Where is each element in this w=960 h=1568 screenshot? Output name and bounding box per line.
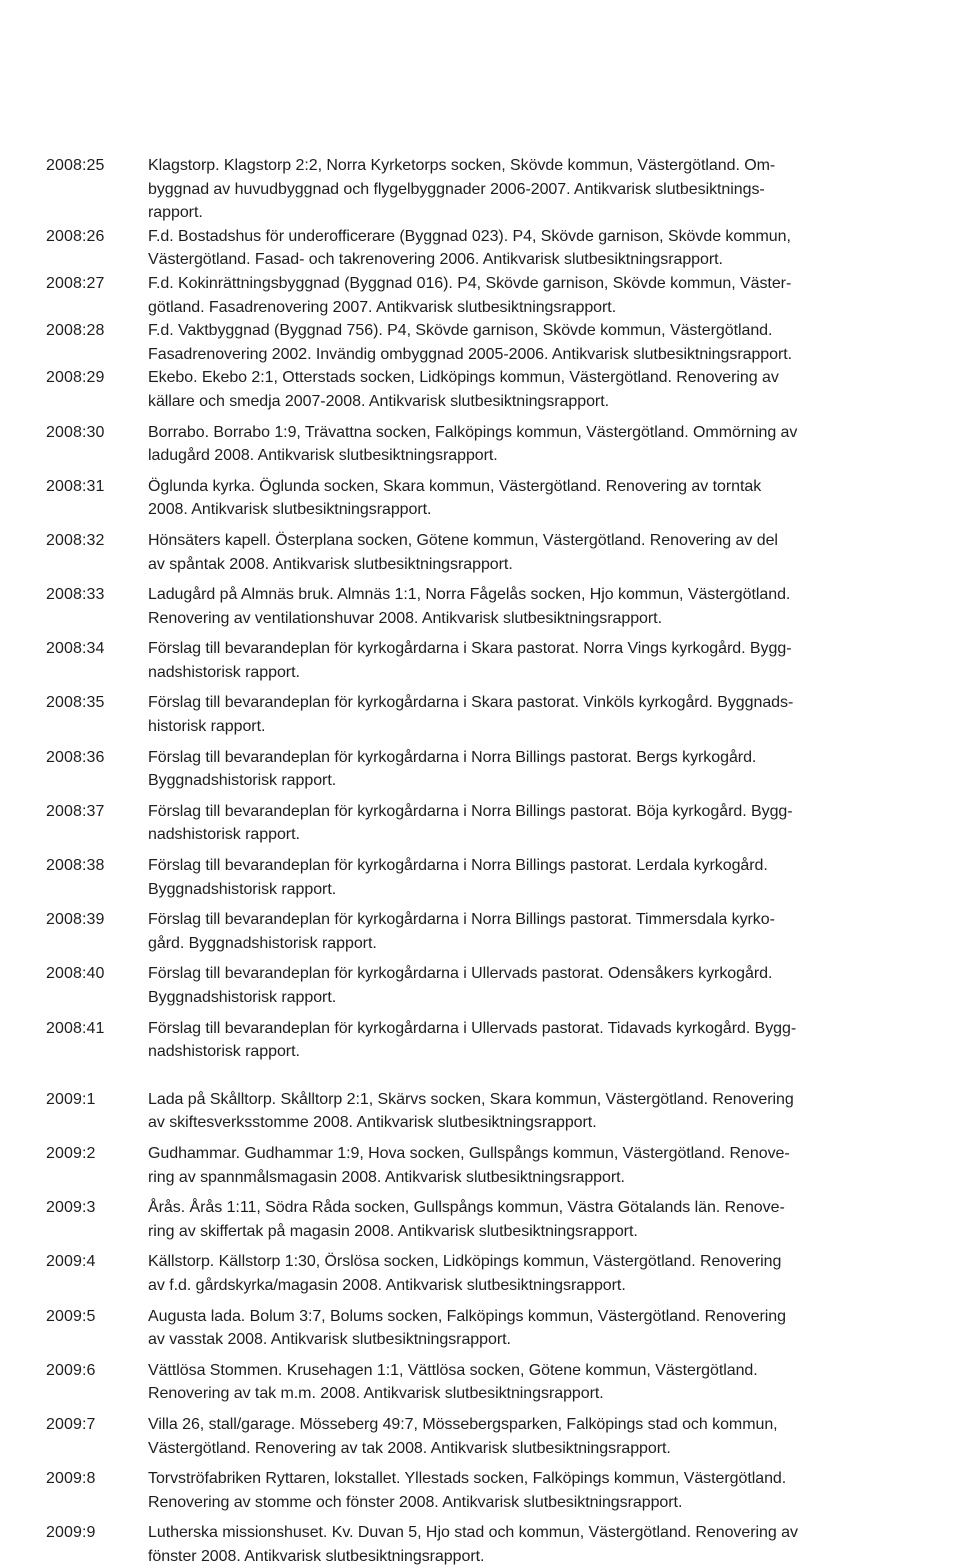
report-description-line: Västergötland. Renovering av tak 2008. Antikvarisk slutbesiktningsrapport. <box>148 1439 671 1457</box>
report-entry <box>46 1359 836 1406</box>
report-description-line: Förslag till bevarandeplan för kyrkogårdarna i Norra Billings pastorat. Böja kyrkogård. Bygg- <box>148 802 793 820</box>
report-description-line: Källstorp. Källstorp 1:30, Örslösa socken, Lidköpings kommun, Västergötland. Renovering <box>148 1253 782 1271</box>
report-description-line: Gudhammar. Gudhammar 1:9, Hova socken, Gullspångs kommun, Västergötland. Renove- <box>148 1144 790 1162</box>
report-number: 2009:8 <box>46 1470 96 1488</box>
report-number: 2008:39 <box>46 911 105 929</box>
report-description <box>148 319 836 366</box>
report-description-line: götland. Fasadrenovering 2007. Antikvarisk slutbesiktningsrapport. <box>148 298 617 316</box>
report-description <box>148 1142 836 1189</box>
report-description-line: Öglunda kyrka. Öglunda socken, Skara kommun, Västergötland. Renovering av torntak <box>148 477 762 495</box>
report-description-line: Ladugård på Almnäs bruk. Almnäs 1:1, Norra Fågelås socken, Hjo kommun, Västergötland. <box>148 586 791 604</box>
report-description <box>148 366 836 413</box>
report-description <box>148 225 836 272</box>
report-description <box>148 1250 836 1297</box>
report-number: 2008:34 <box>46 640 105 658</box>
report-entry <box>46 691 836 738</box>
report-description <box>148 1305 836 1352</box>
report-entry <box>46 1521 836 1568</box>
report-description-line: Västergötland. Fasad- och takrenovering 2006. Antikvarisk slutbesiktningsrapport. <box>148 251 723 269</box>
report-description <box>148 1359 836 1406</box>
report-description-line: Lada på Skålltorp. Skålltorp 2:1, Skärvs socken, Skara kommun, Västergötland. Renovering <box>148 1090 794 1108</box>
report-number: 2008:27 <box>46 274 105 292</box>
report-description-line: nadshistorisk rapport. <box>148 826 300 844</box>
report-description <box>148 691 836 738</box>
report-description <box>148 854 836 901</box>
report-number: 2008:28 <box>46 322 105 340</box>
report-description-line: av vasstak 2008. Antikvarisk slutbesiktningsrapport. <box>148 1331 511 1349</box>
report-number: 2008:31 <box>46 477 105 495</box>
report-number: 2008:38 <box>46 857 105 875</box>
report-entry <box>46 962 836 1009</box>
report-entry <box>46 366 836 413</box>
report-description-line: gård. Byggnadshistorisk rapport. <box>148 934 377 952</box>
report-description-line: Villa 26, stall/garage. Mösseberg 49:7, Mössebergsparken, Falköpings stad och kommun, <box>148 1415 778 1433</box>
report-entry <box>46 1305 836 1352</box>
report-entry <box>46 1142 836 1189</box>
report-number: 2008:29 <box>46 369 105 387</box>
report-number: 2009:4 <box>46 1253 96 1271</box>
report-entry <box>46 1250 836 1297</box>
report-number: 2009:3 <box>46 1199 96 1217</box>
report-description-line: Förslag till bevarandeplan för kyrkogårdarna i Ullervads pastorat. Tidavads kyrkogård. Bygg- <box>148 1019 797 1037</box>
report-description <box>148 1413 836 1460</box>
report-entry <box>46 1467 836 1514</box>
report-description <box>148 746 836 793</box>
report-number: 2008:40 <box>46 965 105 983</box>
report-description-line: Förslag till bevarandeplan för kyrkogårdarna i Norra Billings pastorat. Bergs kyrkogård. <box>148 748 757 766</box>
report-number: 2009:5 <box>46 1307 96 1325</box>
report-number: 2008:35 <box>46 694 105 712</box>
report-number: 2009:1 <box>46 1090 96 1108</box>
report-description <box>148 637 836 684</box>
report-number: 2009:9 <box>46 1524 96 1542</box>
report-description-line: Torvströfabriken Ryttaren, lokstallet. Yllestads socken, Falköpings kommun, Västergötland. <box>148 1470 787 1488</box>
report-description-line: historisk rapport. <box>148 718 266 736</box>
report-description-line: ring av skiffertak på magasin 2008. Antikvarisk slutbesiktningsrapport. <box>148 1222 638 1240</box>
report-entry <box>46 154 836 225</box>
report-entry <box>46 800 836 847</box>
report-description <box>148 1088 836 1135</box>
report-number: 2008:36 <box>46 748 105 766</box>
report-description-line: rapport. <box>148 204 203 222</box>
report-description-line: Hönsäters kapell. Österplana socken, Götene kommun, Västergötland. Renovering av del <box>148 531 778 549</box>
report-description-line: källare och smedja 2007-2008. Antikvarisk slutbesiktningsrapport. <box>148 392 610 410</box>
report-entry <box>46 529 836 576</box>
report-entry <box>46 854 836 901</box>
report-description <box>148 583 836 630</box>
report-description <box>148 908 836 955</box>
report-description <box>148 154 836 225</box>
report-description-line: fönster 2008. Antikvarisk slutbesiktningsrapport. <box>148 1547 485 1565</box>
report-number: 2008:41 <box>46 1019 105 1037</box>
report-entry <box>46 1413 836 1460</box>
report-description-line: F.d. Bostadshus för underofficerare (Byggnad 023). P4, Skövde garnison, Skövde kommun, <box>148 227 791 245</box>
report-description-line: Ekebo. Ekebo 2:1, Otterstads socken, Lidköpings kommun, Västergötland. Renovering av <box>148 369 779 387</box>
report-description-line: Byggnadshistorisk rapport. <box>148 772 337 790</box>
report-number: 2008:32 <box>46 531 105 549</box>
report-description <box>148 1467 836 1514</box>
report-description-line: Årås. Årås 1:11, Södra Råda socken, Gullspångs kommun, Västra Götalands län. Renove- <box>148 1199 785 1217</box>
report-number: 2009:2 <box>46 1144 96 1162</box>
report-number: 2008:30 <box>46 423 105 441</box>
report-description <box>148 1196 836 1243</box>
report-entry <box>46 319 836 366</box>
report-description-line: Klagstorp. Klagstorp 2:2, Norra Kyrketorps socken, Skövde kommun, Västergötland. Om- <box>148 157 776 174</box>
report-description-line: av f.d. gårdskyrka/magasin 2008. Antikvarisk slutbesiktningsrapport. <box>148 1276 626 1294</box>
report-description <box>148 962 836 1009</box>
report-description-line: ring av spannmålsmagasin 2008. Antikvarisk slutbesiktningsrapport. <box>148 1168 625 1186</box>
report-description-line: Förslag till bevarandeplan för kyrkogårdarna i Norra Billings pastorat. Lerdala kyrkogård. <box>148 857 768 875</box>
report-description-line: Förslag till bevarandeplan för kyrkogårdarna i Norra Billings pastorat. Timmersdala kyrko- <box>148 911 775 929</box>
report-entry <box>46 637 836 684</box>
report-number: 2008:37 <box>46 802 105 820</box>
report-description <box>148 272 836 319</box>
report-entry <box>46 908 836 955</box>
report-description-line: Renovering av tak m.m. 2008. Antikvarisk slutbesiktningsrapport. <box>148 1385 604 1403</box>
report-description-line: F.d. Vaktbyggnad (Byggnad 756). P4, Skövde garnison, Skövde kommun, Västergötland. <box>148 322 773 340</box>
report-description-line: Förslag till bevarandeplan för kyrkogårdarna i Skara pastorat. Vinköls kyrkogård. Byggnads- <box>148 694 794 712</box>
report-number: 2008:33 <box>46 586 105 604</box>
report-entry <box>46 583 836 630</box>
report-description-line: Byggnadshistorisk rapport. <box>148 989 337 1006</box>
report-description <box>148 529 836 576</box>
report-description-line: Augusta lada. Bolum 3:7, Bolums socken, Falköpings kommun, Västergötland. Renovering <box>148 1307 786 1325</box>
report-description <box>148 800 836 847</box>
report-description-line: av skiftesverksstomme 2008. Antikvarisk slutbesiktningsrapport. <box>148 1114 597 1132</box>
report-entry <box>46 746 836 793</box>
report-number: 2009:7 <box>46 1415 96 1433</box>
report-description-line: Förslag till bevarandeplan för kyrkogårdarna i Ullervads pastorat. Odensåkers kyrkogård. <box>148 965 773 983</box>
report-description <box>148 1521 836 1568</box>
report-description-line: av spåntak 2008. Antikvarisk slutbesiktningsrapport. <box>148 555 513 573</box>
report-description-line: Byggnadshistorisk rapport. <box>148 880 337 898</box>
report-entry <box>46 421 836 468</box>
report-description-line: Vättlösa Stommen. Krusehagen 1:1, Vättlösa socken, Götene kommun, Västergötland. <box>148 1361 758 1379</box>
report-entry <box>46 475 836 522</box>
report-number: 2008:26 <box>46 227 105 245</box>
report-description <box>148 421 836 468</box>
report-entry <box>46 272 836 319</box>
report-number: 2009:6 <box>46 1361 96 1379</box>
report-description-line: Renovering av ventilationshuvar 2008. Antikvarisk slutbesiktningsrapport. <box>148 609 662 627</box>
report-description-line: Renovering av stomme och fönster 2008. Antikvarisk slutbesiktningsrapport. <box>148 1493 683 1511</box>
report-description-line: nadshistorisk rapport. <box>148 1043 300 1061</box>
report-description-line: byggnad av huvudbyggnad och flygelbyggnader 2006-2007. Antikvarisk slutbesiktnings- <box>148 180 765 198</box>
report-description-line: nadshistorisk rapport. <box>148 663 300 681</box>
report-description-line: ladugård 2008. Antikvarisk slutbesiktningsrapport. <box>148 447 498 465</box>
report-description <box>148 475 836 522</box>
report-description-line: Lutherska missionshuset. Kv. Duvan 5, Hjo stad och kommun, Västergötland. Renovering av <box>148 1524 798 1542</box>
report-entry <box>46 225 836 272</box>
report-number: 2008:25 <box>46 157 105 174</box>
report-description-line: Borrabo. Borrabo 1:9, Trävattna socken, Falköpings kommun, Västergötland. Ommörning av <box>148 423 798 441</box>
report-list <box>46 154 836 1568</box>
report-description <box>148 1017 836 1064</box>
report-description-line: F.d. Kokinrättningsbyggnad (Byggnad 016). P4, Skövde garnison, Skövde kommun, Väster- <box>148 274 792 292</box>
report-description-line: Förslag till bevarandeplan för kyrkogårdarna i Skara pastorat. Norra Vings kyrkogård. Bygg- <box>148 640 792 658</box>
report-entry <box>46 1196 836 1243</box>
report-description-line: Fasadrenovering 2002. Invändig ombyggnad 2005-2006. Antikvarisk slutbesiktningsrapport. <box>148 345 793 363</box>
report-entry <box>46 1088 836 1135</box>
report-entry <box>46 1017 836 1064</box>
report-description-line: 2008. Antikvarisk slutbesiktningsrapport. <box>148 501 432 519</box>
